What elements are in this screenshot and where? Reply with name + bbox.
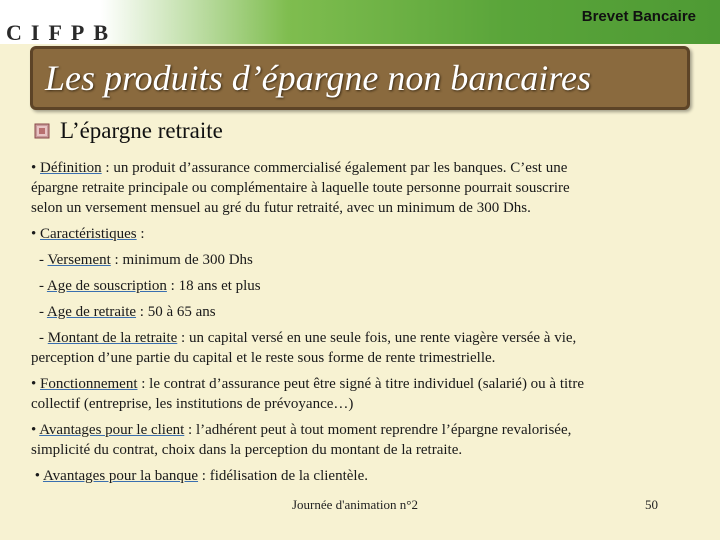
bullet: • bbox=[31, 376, 37, 392]
age-souscription-text: : 18 ans et plus bbox=[166, 278, 261, 294]
fonctionnement-line-2: collectif (entreprise, les institutions de prévoyance…) bbox=[31, 396, 354, 412]
caracteristiques-term: Caractéristiques bbox=[40, 226, 137, 242]
content-body bbox=[31, 158, 693, 486]
bullet: • bbox=[34, 468, 41, 484]
age-souscription-term: Age de souscription bbox=[46, 278, 167, 294]
definition-term: Définition bbox=[40, 160, 102, 176]
age-souscription-item bbox=[31, 276, 693, 296]
avantages-client-line-1: : l’adhérent peut à tout moment reprendre l’épargne revalorisée, bbox=[184, 422, 572, 438]
age-retraite-item bbox=[31, 302, 693, 322]
fonctionnement-line-1: : le contrat d’assurance peut être signé à titre individuel (salarié) ou à titre bbox=[137, 376, 584, 392]
avantages-client-line-2: simplicité du contrat, choix dans la perception du montant de la retraite. bbox=[31, 442, 463, 458]
title-box bbox=[30, 46, 690, 110]
bullet: • bbox=[31, 160, 37, 176]
fonctionnement-item bbox=[31, 374, 693, 414]
bullet: • bbox=[31, 226, 37, 242]
age-retraite-text: : 50 à 65 ans bbox=[136, 304, 216, 320]
avantages-banque-text: : fidélisation de la clientèle. bbox=[198, 468, 368, 484]
montant-term: Montant de la retraite bbox=[47, 330, 178, 346]
montant-item bbox=[31, 328, 693, 368]
montant-line-1: : un capital versé en une seule fois, une rente viagère versée à vie, bbox=[177, 330, 577, 346]
montant-line-2: perception d’une partie du capital et le reste sous forme de rente trimestrielle. bbox=[31, 350, 496, 366]
separator: : bbox=[136, 226, 145, 242]
avantages-client-term: Avantages pour le client bbox=[39, 422, 185, 438]
dash: - bbox=[39, 330, 48, 346]
slide-title: Les produits d’épargne non bancaires bbox=[45, 58, 591, 98]
footer-text: Journée d'animation n°2 bbox=[292, 497, 418, 512]
versement-text: : minimum de 300 Dhs bbox=[110, 252, 253, 268]
definition-line-3: selon un versement mensuel au gré du futur retraité, avec un minimum de 300 Dhs. bbox=[31, 200, 531, 216]
versement-item bbox=[31, 250, 693, 270]
versement-term: Versement bbox=[47, 252, 111, 268]
brand-label: Brevet Bancaire bbox=[581, 8, 696, 25]
square-bullet-icon bbox=[34, 123, 50, 139]
section-title: L’épargne retraite bbox=[60, 118, 223, 143]
caracteristiques-item bbox=[31, 224, 693, 244]
avantages-banque-term: Avantages pour la banque bbox=[42, 468, 199, 484]
age-retraite-term: Age de retraite bbox=[46, 304, 137, 320]
avantages-banque-item bbox=[31, 466, 693, 486]
section-heading bbox=[34, 118, 223, 144]
header-bar bbox=[0, 0, 720, 44]
avantages-client-item bbox=[31, 420, 693, 460]
dash: - bbox=[39, 252, 48, 268]
separator: : bbox=[101, 160, 114, 176]
dash: - bbox=[39, 304, 47, 320]
fonctionnement-term: Fonctionnement bbox=[40, 376, 138, 392]
definition-line-1: un produit d’assurance commercialisé également par les banques. C’est une bbox=[113, 160, 568, 176]
bullet: • bbox=[31, 422, 37, 438]
definition-line-2: épargne retraite principale ou complémentaire à laquelle toute personne pourrait souscrire bbox=[31, 180, 570, 196]
dash: - bbox=[39, 278, 47, 294]
definition-item bbox=[31, 158, 693, 218]
page-number: 50 bbox=[645, 497, 658, 512]
cifpb-logo: CIFPB bbox=[6, 20, 117, 45]
